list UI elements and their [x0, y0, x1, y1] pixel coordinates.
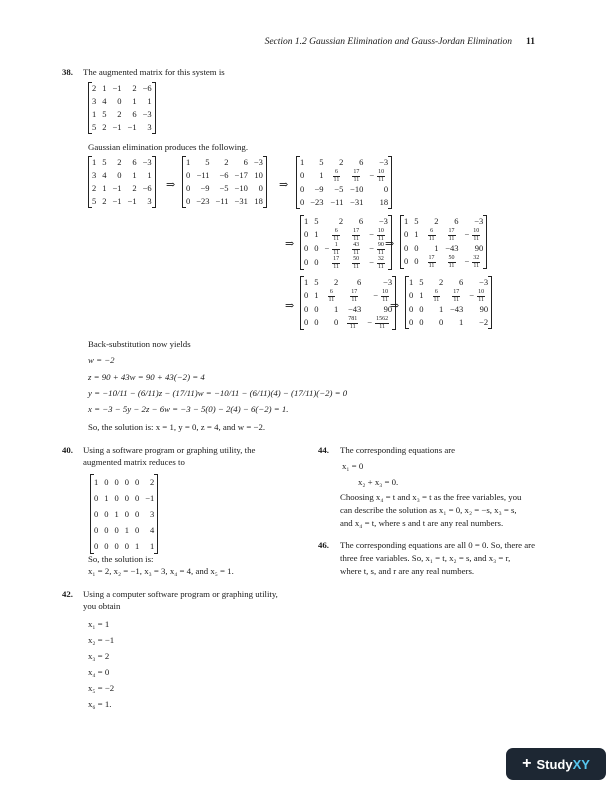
eq-y: y = −10/11 − (6/11)z − (17/11)w = −10/11 − (6/11)(4) − (17/11)(−2) = 0 — [88, 388, 348, 398]
matrix-entry: 3 — [147, 122, 152, 132]
matrix-entry: 0 — [304, 317, 309, 328]
matrix-entry: 5 — [92, 196, 97, 206]
solution-38: So, the solution is: x = 1, y = 0, z = 4, and w = −2. — [88, 422, 266, 432]
matrix-entry: 1 — [102, 183, 107, 193]
matrix-entries — [183, 156, 266, 208]
problem-44-body-3: and x₄ = t, where s and t are any real numbers. — [340, 518, 504, 528]
problem-44-eq-1: x₁ = 0 — [342, 461, 364, 471]
matrix-entry: −1 — [112, 122, 122, 132]
matrix-entry: 0 — [124, 477, 129, 487]
matrix-entry: 2 — [92, 183, 97, 193]
matrix-entry: 0 — [135, 493, 140, 503]
matrix-entry: 1 — [186, 157, 191, 167]
gauss-intro: Gaussian elimination produces the following. — [88, 142, 249, 152]
matrix-entry: 5 — [102, 157, 107, 167]
matrix-entry: 0 — [104, 541, 109, 551]
matrix-entry: $\frac{43}{11}$ — [353, 242, 360, 256]
matrix-entries — [297, 156, 391, 209]
matrix-entry: 0 — [258, 183, 263, 193]
matrix-entry: 6 — [359, 157, 364, 167]
matrix-entry: 0 — [114, 493, 119, 503]
matrix-entry: 0 — [439, 317, 444, 328]
back-sub-intro: Back-substitution now yields — [88, 339, 191, 349]
matrix-entry: 1 — [92, 109, 97, 119]
matrix-entry: $\frac{6}{11}$ — [333, 228, 340, 242]
matrix-entry: $\frac{6}{11}$ — [328, 289, 335, 303]
implies-arrow: ⇒ — [285, 238, 295, 250]
matrix-entry: $\frac{6}{11}$ — [433, 289, 440, 303]
eq-x: x = −3 − 5y − 2z − 6w = −3 − 5(0) − 2(4) − 6(−2) = 1. — [88, 404, 289, 414]
matrix-entry: 2 — [102, 122, 107, 132]
matrix-entry: 1 — [114, 509, 119, 519]
matrix-entry: −2 — [479, 317, 489, 328]
matrix-entry: −1 — [145, 493, 155, 503]
matrix-entry: 4 — [150, 525, 155, 535]
matrix-entry: 0 — [304, 257, 309, 268]
matrix-entry: 0 — [304, 229, 309, 239]
eq-z: z = 90 + 43w = 90 + 43(−2) = 4 — [88, 372, 205, 382]
matrix-entry: 1 — [150, 541, 155, 551]
matrix-entries — [301, 215, 391, 270]
matrix-entry: 0 — [314, 317, 319, 328]
matrix-entry: −10 — [234, 183, 248, 193]
matrix-entries — [401, 215, 486, 269]
matrix-entry: 5 — [205, 157, 210, 167]
matrix-entry: 4 — [102, 96, 107, 106]
matrix-entry: 0 — [94, 493, 99, 503]
matrix-entry: −3 — [253, 157, 263, 167]
solution-line: x₃ = 2 — [88, 651, 110, 661]
matrix-entry: 2 — [439, 277, 444, 287]
matrix-entry: 0 — [414, 256, 419, 267]
page-number: 11 — [526, 37, 535, 47]
matrix-entry: 1 — [334, 304, 339, 315]
matrix-entry: −17 — [234, 170, 248, 180]
matrix-rref-40 — [90, 474, 158, 554]
matrix-entry: 3 — [147, 196, 152, 206]
matrix-entry: −5 — [334, 184, 344, 195]
problem-38-intro: The augmented matrix for this system is — [83, 67, 225, 77]
matrix-entry: 0 — [94, 541, 99, 551]
matrix-entries — [406, 276, 491, 329]
matrix-entry: 6 — [132, 157, 137, 167]
matrix-entry: 0 — [419, 304, 424, 315]
matrix-entry: 6 — [357, 277, 362, 287]
matrix-entry: −1 — [127, 122, 137, 132]
problem-42-intro-1: Using a computer software program or graphing utility, — [83, 589, 278, 599]
implies-arrow: ⇒ — [166, 179, 176, 191]
matrix-entry: 6 — [132, 109, 137, 119]
matrix-entry: −3 — [378, 216, 388, 226]
matrix-entry: −3 — [383, 277, 393, 287]
matrix-entry: 0 — [314, 243, 319, 254]
matrix-entry: 0 — [104, 477, 109, 487]
matrix-entry: − $\frac{90}{11}$ — [369, 242, 384, 256]
matrix-entry: $\frac{17}{11}$ — [353, 228, 360, 242]
matrix-entries — [89, 156, 155, 208]
matrix-entry: 0 — [104, 509, 109, 519]
matrix-entry: 0 — [94, 509, 99, 519]
matrix-entry: −1 — [112, 83, 122, 93]
matrix-entry: 0 — [124, 493, 129, 503]
matrix-entry: 0 — [414, 243, 419, 254]
matrix-entry: 0 — [314, 304, 319, 315]
matrix-entry: − $\frac{10}{11}$ — [469, 289, 485, 303]
matrix-entry: 3 — [92, 170, 97, 180]
matrix-entry: 5 — [314, 277, 319, 287]
matrix-entry: 1 — [104, 493, 109, 503]
matrix-entry: 90 — [479, 304, 489, 315]
matrix-entry: 0 — [334, 317, 339, 328]
matrix-entry: $\frac{6}{11}$ — [333, 169, 340, 183]
matrix-entry: 2 — [338, 216, 344, 226]
matrix-entry: $\frac{17}{11}$ — [351, 289, 358, 303]
matrix-entry: − $\frac{32}{11}$ — [464, 255, 480, 269]
matrix-entry: − $\frac{1562}{11}$ — [367, 316, 389, 330]
matrix-entry: 0 — [304, 243, 309, 254]
matrix-entry: 2 — [102, 196, 107, 206]
matrix-entry: − $\frac{10}{11}$ — [369, 169, 385, 183]
matrix-entry: 0 — [404, 229, 409, 239]
matrix-entry: 0 — [300, 184, 305, 195]
matrix-entries — [89, 82, 155, 134]
matrix-entry: $\frac{6}{11}$ — [428, 228, 435, 242]
matrix-step-3 — [296, 156, 392, 209]
problem-42-intro-2: you obtain — [83, 601, 121, 611]
problem-42-number: 42. — [62, 589, 73, 599]
matrix-entry: −31 — [350, 197, 364, 208]
matrix-step-7 — [405, 276, 492, 329]
matrix-entry: 5 — [414, 216, 419, 226]
matrix-entry: $\frac{17}{11}$ — [448, 228, 455, 242]
matrix-entry: 0 — [300, 197, 305, 208]
matrix-entry: 1 — [300, 157, 305, 167]
solution-line: x₁ = 1 — [88, 619, 110, 629]
matrix-entry: −11 — [215, 196, 229, 206]
matrix-entry: $\frac{17}{11}$ — [428, 255, 435, 269]
matrix-entry: $\frac{17}{11}$ — [353, 169, 360, 183]
matrix-entry: 0 — [300, 170, 305, 180]
matrix-entry: 0 — [186, 170, 191, 180]
matrix-entry: 2 — [132, 183, 137, 193]
matrix-entry: 1 — [135, 541, 140, 551]
problem-46-number: 46. — [318, 540, 329, 550]
matrix-entry: 1 — [304, 277, 309, 287]
matrix-entry: 10 — [254, 170, 263, 180]
matrix-step-6 — [300, 276, 396, 330]
matrix-entry: −43 — [347, 304, 362, 315]
problem-44-body-2: can describe the solution as x₁ = 0, x₂ = −s, x₃ = s, — [340, 505, 517, 515]
matrix-entry: 0 — [409, 290, 414, 300]
matrix-step-2 — [182, 156, 267, 208]
matrix-entry: 5 — [319, 157, 324, 167]
matrix-step-5 — [400, 215, 487, 269]
matrix-entry: 2 — [224, 157, 229, 167]
matrix-entry: 0 — [114, 477, 119, 487]
matrix-entry: 0 — [314, 257, 319, 268]
solution-40-label: So, the solution is: — [88, 554, 154, 564]
matrix-entry: 0 — [404, 243, 409, 254]
matrix-entry: 5 — [102, 109, 107, 119]
matrix-entry: 0 — [186, 183, 191, 193]
matrix-entry: 18 — [254, 196, 263, 206]
matrix-entry: $\frac{17}{11}$ — [453, 289, 460, 303]
matrix-entry: −3 — [142, 157, 152, 167]
matrix-entry: 90 — [383, 304, 393, 315]
matrix-entry: −1 — [127, 196, 137, 206]
matrix-entry: 0 — [135, 509, 140, 519]
problem-40-intro-2: augmented matrix reduces to — [83, 457, 185, 467]
matrix-entry: $\frac{50}{11}$ — [353, 256, 360, 270]
solution-line: x₆ = 1. — [88, 699, 112, 709]
matrix-entry: 0 — [114, 541, 119, 551]
matrix-entry: 1 — [434, 243, 439, 254]
matrix-entry: 0 — [135, 477, 140, 487]
matrix-entry: 0 — [409, 304, 414, 315]
matrix-entry: 0 — [94, 525, 99, 535]
matrix-entry: 4 — [102, 170, 107, 180]
matrix-entry: −43 — [449, 304, 464, 315]
matrix-entry: −1 — [112, 183, 122, 193]
matrix-entry: 2 — [334, 277, 339, 287]
matrix-entry: 1 — [102, 83, 107, 93]
implies-arrow: ⇒ — [285, 300, 295, 312]
matrix-entry: 0 — [104, 525, 109, 535]
section-title: Section 1.2 Gaussian Elimination and Gauss-Jordan Elimination — [264, 37, 513, 47]
matrix-entry: −10 — [350, 184, 364, 195]
logo-text: Study — [536, 756, 573, 772]
matrix-entry: −6 — [142, 83, 152, 93]
matrix-entry: 2 — [92, 83, 97, 93]
matrix-augmented — [88, 82, 156, 134]
matrix-entry: −3 — [474, 216, 484, 226]
problem-44-eq-2: x₂ + x₃ = 0. — [358, 477, 399, 487]
matrix-entry: 1 — [132, 170, 137, 180]
matrix-entry: −3 — [142, 109, 152, 119]
matrix-entry: 90 — [474, 243, 484, 254]
matrix-entry: 1 — [94, 477, 99, 487]
matrix-entry: −6 — [142, 183, 152, 193]
matrix-entry: 2 — [117, 109, 122, 119]
matrix-entry: −23 — [310, 197, 324, 208]
matrix-entry: 3 — [150, 509, 155, 519]
matrix-entry: 1 — [314, 290, 319, 300]
matrix-entry: 0 — [114, 525, 119, 535]
problem-44-body-1: Choosing x₄ = t and x₃ = t as the free variables, you — [340, 492, 522, 502]
matrix-entry: 6 — [243, 157, 248, 167]
problem-46-body-2: three free variables. So, x₁ = t, x₂ = s, and x₃ = r, — [340, 553, 511, 563]
matrix-entry: − $\frac{10}{11}$ — [464, 228, 480, 242]
matrix-entry: −5 — [219, 183, 229, 193]
logo-accent: XY — [572, 756, 590, 772]
matrix-entry: −43 — [445, 243, 459, 254]
problem-44-intro: The corresponding equations are — [340, 445, 456, 455]
matrix-entry: − $\frac{10}{11}$ — [369, 228, 384, 242]
matrix-entry: 1 — [414, 229, 419, 239]
matrix-entry: 0 — [409, 317, 414, 328]
matrix-entry: 5 — [419, 277, 424, 287]
matrix-entry: 1 — [132, 96, 137, 106]
matrix-entry: 1 — [147, 96, 152, 106]
matrix-entry: 2 — [339, 157, 344, 167]
matrix-entry: 1 — [304, 216, 309, 226]
matrix-entry: 0 — [404, 256, 409, 267]
matrix-entry: − $\frac{1}{11}$ — [324, 242, 340, 256]
problem-44-number: 44. — [318, 445, 329, 455]
problem-38-number: 38. — [62, 67, 73, 77]
matrix-entry: 2 — [117, 157, 122, 167]
matrix-entry: 5 — [314, 216, 319, 226]
matrix-entry: 0 — [117, 170, 122, 180]
matrix-entry: 1 — [92, 157, 97, 167]
matrix-entry: 1 — [314, 229, 319, 239]
matrix-entry: 18 — [379, 197, 389, 208]
matrix-entry: 5 — [92, 122, 97, 132]
solution-line: x₅ = −2 — [88, 683, 115, 693]
plus-icon: + — [522, 755, 532, 772]
implies-arrow: ⇒ — [385, 238, 395, 250]
matrix-entries — [301, 276, 395, 330]
matrix-entry: −11 — [196, 170, 210, 180]
matrix-entry: 0 — [304, 304, 309, 315]
matrix-entry: −3 — [379, 157, 389, 167]
matrix-entry: −9 — [200, 183, 210, 193]
matrix-entry: 3 — [92, 96, 97, 106]
matrix-entry: −9 — [314, 184, 324, 195]
solution-40-values: x₁ = 2, x₂ = −1, x₃ = 3, x₄ = 4, and x₅ = 1. — [88, 566, 234, 576]
problem-42-solution-list — [88, 616, 114, 712]
matrix-entry: 0 — [186, 196, 191, 206]
matrix-entry: 6 — [459, 277, 464, 287]
matrix-entry: 1 — [459, 317, 464, 328]
matrix-entry: 1 — [439, 304, 444, 315]
matrix-entry: −3 — [479, 277, 489, 287]
problem-46-body-1: The corresponding equations are all 0 = 0. So, there are — [340, 540, 536, 550]
matrix-entry: −23 — [196, 196, 210, 206]
solution-line: x₄ = 0 — [88, 667, 110, 677]
matrix-entry: −1 — [112, 196, 122, 206]
matrix-entry: 1 — [147, 170, 152, 180]
matrix-entry: 1 — [404, 216, 409, 226]
matrix-entry: 0 — [124, 509, 129, 519]
matrix-entries — [91, 474, 157, 554]
matrix-entry: 1 — [409, 277, 414, 287]
matrix-entry: 2 — [132, 83, 137, 93]
matrix-entry: 0 — [135, 525, 140, 535]
matrix-entry: 2 — [150, 477, 155, 487]
eq-w: w = −2 — [88, 355, 115, 365]
matrix-entry: 6 — [454, 216, 459, 226]
matrix-entry: $\frac{50}{11}$ — [448, 255, 455, 269]
matrix-entry: 6 — [358, 216, 364, 226]
problem-40-number: 40. — [62, 445, 73, 455]
matrix-entry: 0 — [419, 317, 424, 328]
matrix-step-1 — [88, 156, 156, 208]
matrix-entry: 1 — [319, 170, 324, 180]
matrix-entry: 0 — [124, 541, 129, 551]
implies-arrow: ⇒ — [390, 300, 400, 312]
matrix-entry: 0 — [383, 184, 389, 195]
matrix-entry: 0 — [117, 96, 122, 106]
solution-line: x₂ = −1 — [88, 635, 115, 645]
matrix-entry: −31 — [234, 196, 248, 206]
matrix-entry: − $\frac{32}{11}$ — [369, 256, 384, 270]
matrix-entry: 1 — [419, 290, 424, 300]
matrix-entry: 1 — [124, 525, 129, 535]
matrix-entry: −6 — [219, 170, 229, 180]
matrix-entry: $\frac{781}{11}$ — [348, 316, 358, 330]
matrix-step-4 — [300, 215, 395, 270]
matrix-entry: 0 — [304, 290, 309, 300]
problem-40-intro-1: Using a software program or graphing utility, the — [83, 445, 256, 455]
problem-46-body-3: where t, s, and r are any real numbers. — [340, 566, 475, 576]
matrix-entry: 2 — [434, 216, 439, 226]
matrix-entry: − $\frac{10}{11}$ — [373, 289, 389, 303]
studyxy-logo[interactable] — [506, 748, 606, 780]
implies-arrow: ⇒ — [279, 179, 289, 191]
matrix-entry: $\frac{17}{11}$ — [333, 256, 340, 270]
running-header — [0, 37, 535, 47]
matrix-entry: −11 — [330, 197, 344, 208]
